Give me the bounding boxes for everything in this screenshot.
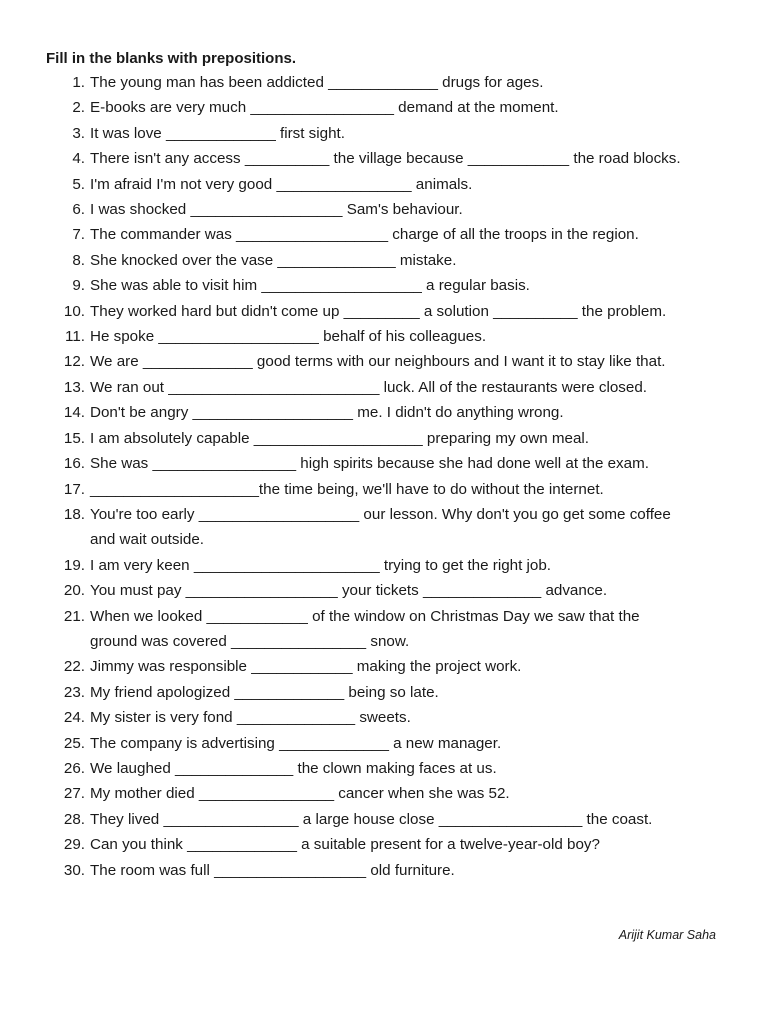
item-number: 19. [63,556,85,574]
exercise-item [42,121,732,146]
exercise-item [42,248,732,273]
item-sentence: My sister is very fond ______________ sweets. [90,709,411,727]
author-signature: Arijit Kumar Saha [618,928,716,942]
item-number: 10. [63,302,85,320]
item-sentence: The commander was __________________ charge of all the troops in the region. [90,226,639,244]
exercise-item [42,324,732,349]
item-number: 3. [72,124,85,142]
exercise-item [42,731,732,756]
exercise-item [42,349,732,374]
item-sentence: The company is advertising _____________ a new manager. [90,734,502,752]
item-sentence: She was _________________ high spirits because she had done well at the exam. [90,455,649,473]
exercise-item [42,70,732,95]
item-sentence: They worked hard but didn't come up _________ a solution __________ the problem. [90,302,667,320]
exercise-item [42,807,732,832]
item-sentence: The young man has been addicted _____________ drugs for ages. [90,74,544,91]
exercise-item [42,400,732,425]
item-sentence: My friend apologized _____________ being so late. [90,683,439,701]
exercise-item [42,451,732,476]
item-number: 17. [63,480,85,498]
exercise-item [42,95,732,120]
exercise-item [42,375,732,400]
item-sentence: The room was full __________________ old furniture. [90,861,455,879]
exercise-item [42,858,732,883]
item-number: 29. [63,836,85,854]
item-sentence: Jimmy was responsible ____________ making the project work. [90,658,522,676]
item-sentence: They lived ________________ a large house close _________________ the coast. [90,810,653,828]
exercise-item [42,502,732,527]
item-sentence: I am absolutely capable ____________________ preparing my own meal. [90,429,590,447]
item-sentence: She was able to visit him ___________________ a regular basis. [90,277,530,295]
item-sentence: Can you think _____________ a suitable present for a twelve-year-old boy? [90,836,600,854]
exercise-item [42,553,732,578]
item-sentence: There isn't any access __________ the village because ____________ the road blocks. [90,150,681,168]
item-number: 11. [65,328,85,346]
exercise-item [42,146,732,171]
item-sentence: I am very keen ______________________ trying to get the right job. [90,556,552,574]
item-number: 8. [72,251,85,269]
exercise-item [42,299,732,324]
exercise-item [42,654,732,679]
exercise-item [42,832,732,857]
item-number: 9. [72,277,85,295]
item-number [42,527,90,552]
item-number: 25. [63,734,85,752]
exercise-item [42,172,732,197]
item-sentence: I was shocked __________________ Sam's behaviour. [90,201,463,219]
item-sentence: My mother died ________________ cancer when she was 52. [90,785,510,803]
item-number: 20. [63,582,85,600]
item-sentence: When we looked ____________ of the window on Christmas Day we saw that the [90,607,640,625]
exercise-item-continuation [42,527,732,552]
item-number: 22. [63,658,85,676]
exercise-item [42,426,732,451]
worksheet-heading: Fill in the blanks with prepositions. [46,50,297,67]
item-number: 15. [63,429,85,447]
item-number [42,629,90,654]
item-number: 26. [63,759,85,777]
item-number: 6. [72,201,85,219]
item-number: 2. [72,99,85,117]
item-sentence: I'm afraid I'm not very good ________________ animals. [90,175,473,193]
item-number: 1. [72,74,85,91]
item-number: 5. [72,175,85,193]
item-number: 30. [63,861,85,879]
item-sentence: We ran out _________________________ luck. All of the restaurants were closed. [90,378,647,396]
item-sentence: He spoke ___________________ behalf of his colleagues. [90,328,487,346]
exercise-item [42,222,732,247]
exercise-item [42,197,732,222]
item-number: 16. [63,455,85,473]
item-sentence: ground was covered ________________ snow. [90,632,410,650]
item-number: 12. [63,353,85,371]
item-sentence: We laughed ______________ the clown making faces at us. [90,759,497,777]
item-number: 23. [63,683,85,701]
item-number: 14. [63,404,85,422]
item-sentence: You must pay __________________ your tickets ______________ advance. [90,582,608,600]
exercise-item [42,680,732,705]
item-sentence: ____________________the time being, we'll have to do without the internet. [90,480,604,498]
item-number: 24. [63,709,85,727]
exercise-list [42,70,732,883]
exercise-item [42,756,732,781]
exercise-item [42,781,732,806]
item-number: 27. [63,785,85,803]
item-sentence: She knocked over the vase ______________ mistake. [90,251,457,269]
item-sentence: and wait outside. [90,531,204,549]
item-sentence: We are _____________ good terms with our neighbours and I want it to stay like that. [90,353,666,371]
item-sentence: Don't be angry ___________________ me. I didn't do anything wrong. [90,404,564,422]
exercise-item [42,578,732,603]
item-number: 7. [72,226,85,244]
item-sentence: It was love _____________ first sight. [90,124,345,142]
exercise-item [42,477,732,502]
exercise-item-continuation [42,629,732,654]
exercise-item [42,705,732,730]
item-number: 18. [63,505,85,523]
item-sentence: You're too early ___________________ our lesson. Why don't you go get some coffee [90,505,671,523]
item-number: 4. [72,150,85,168]
item-number: 13. [63,378,85,396]
item-number: 21. [63,607,85,625]
exercise-item [42,273,732,298]
exercise-item [42,604,732,629]
item-number: 28. [63,810,85,828]
item-sentence: E-books are very much _________________ demand at the moment. [90,99,559,117]
